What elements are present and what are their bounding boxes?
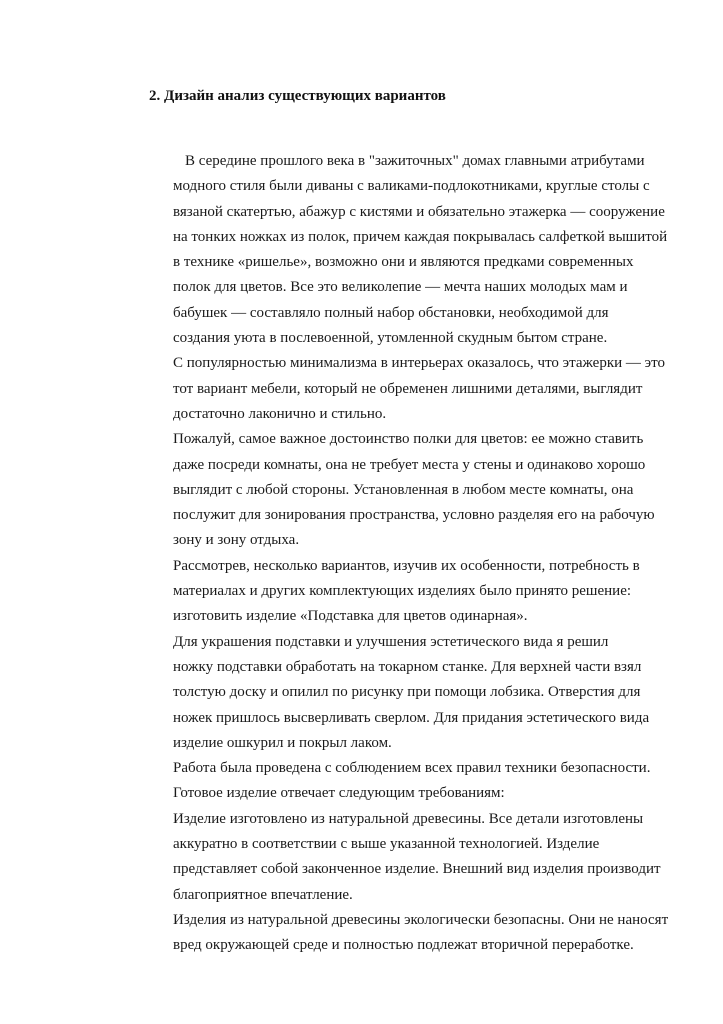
text-line: благоприятное впечатление. [173, 886, 353, 903]
text-line: ножек пришлось высверливать сверлом. Для придания эстетического вида [173, 709, 650, 726]
text-line: Для украшения подставки и улучшения эстетического вида я решил [173, 633, 609, 650]
text-line: Изделие изготовлено из натуральной древесины. Все детали изготовлены [173, 810, 644, 827]
text-line: Работа была проведена с соблюдением всех правил техники безопасности. [173, 760, 651, 777]
text-line: материалах и других комплектующих изделиях было принято решение: [173, 583, 632, 600]
text-line: тот вариант мебели, который не обременен лишними деталями, выглядит [173, 380, 643, 397]
text-line: вязаной скатертью, абажур с кистями и обязательно этажерка — сооружение [173, 203, 665, 220]
text-line: представляет собой законченное изделие. Внешний вид изделия производит [173, 861, 661, 878]
text-line: создания уюта в послевоенной, утомленной скудным бытом стране. [173, 330, 608, 347]
text-line: С популярностью минимализма в интерьерах оказалось, что этажерки — это [173, 355, 665, 372]
text-line: Пожалуй, самое важное достоинство полки для цветов: ее можно ставить [173, 431, 644, 448]
text-line: выглядит с любой стороны. Установленная в любом месте комнаты, она [173, 481, 634, 498]
text-line: полок для цветов. Все это великолепие — мечта наших молодых мам и [173, 279, 628, 296]
text-line: аккуратно в соответствии с выше указанной технологией. Изделие [173, 836, 600, 853]
text-line: толстую доску и опилил по рисунку при помощи лобзика. Отверстия для [173, 684, 641, 701]
text-line: ножку подставки обработать на токарном станке. Для верхней части взял [173, 658, 642, 675]
text-line: Готовое изделие отвечает следующим требованиям: [173, 785, 505, 802]
text-line: бабушек — составляло полный набор обстановки, необходимой для [173, 304, 609, 321]
text-line: зону и зону отдыха. [173, 532, 300, 549]
text-line: вред окружающей среде и полностью подлежат вторичной переработке. [173, 937, 634, 954]
body-text [173, 149, 673, 959]
text-line: изготовить изделие «Подставка для цветов одинарная». [173, 608, 528, 625]
text-line: изделие ошкурил и покрыл лаком. [173, 734, 392, 751]
text-line: послужит для зонирования пространства, условно разделяя его на рабочую [173, 507, 655, 524]
section-heading: 2. Дизайн анализ существующих вариантов [149, 88, 446, 104]
text-line: Рассмотрев, несколько вариантов, изучив их особенности, потребность в [173, 557, 640, 574]
text-line: в технике «ришелье», возможно они и являются предками современных [173, 254, 634, 271]
text-line: В середине прошлого века в "зажиточных" домах главными атрибутами [185, 153, 645, 169]
text-line: модного стиля были диваны с валиками-подлокотниками, круглые столы с [173, 178, 650, 195]
text-line: достаточно лаконично и стильно. [173, 405, 387, 422]
text-line: Изделия из натуральной древесины экологически безопасны. Они не наносят [173, 911, 669, 928]
text-line: на тонких ножках из полок, причем каждая покрывалась салфеткой вышитой [173, 228, 668, 245]
text-line: даже посреди комнаты, она не требует места у стены и одинаково хорошо [173, 456, 646, 473]
